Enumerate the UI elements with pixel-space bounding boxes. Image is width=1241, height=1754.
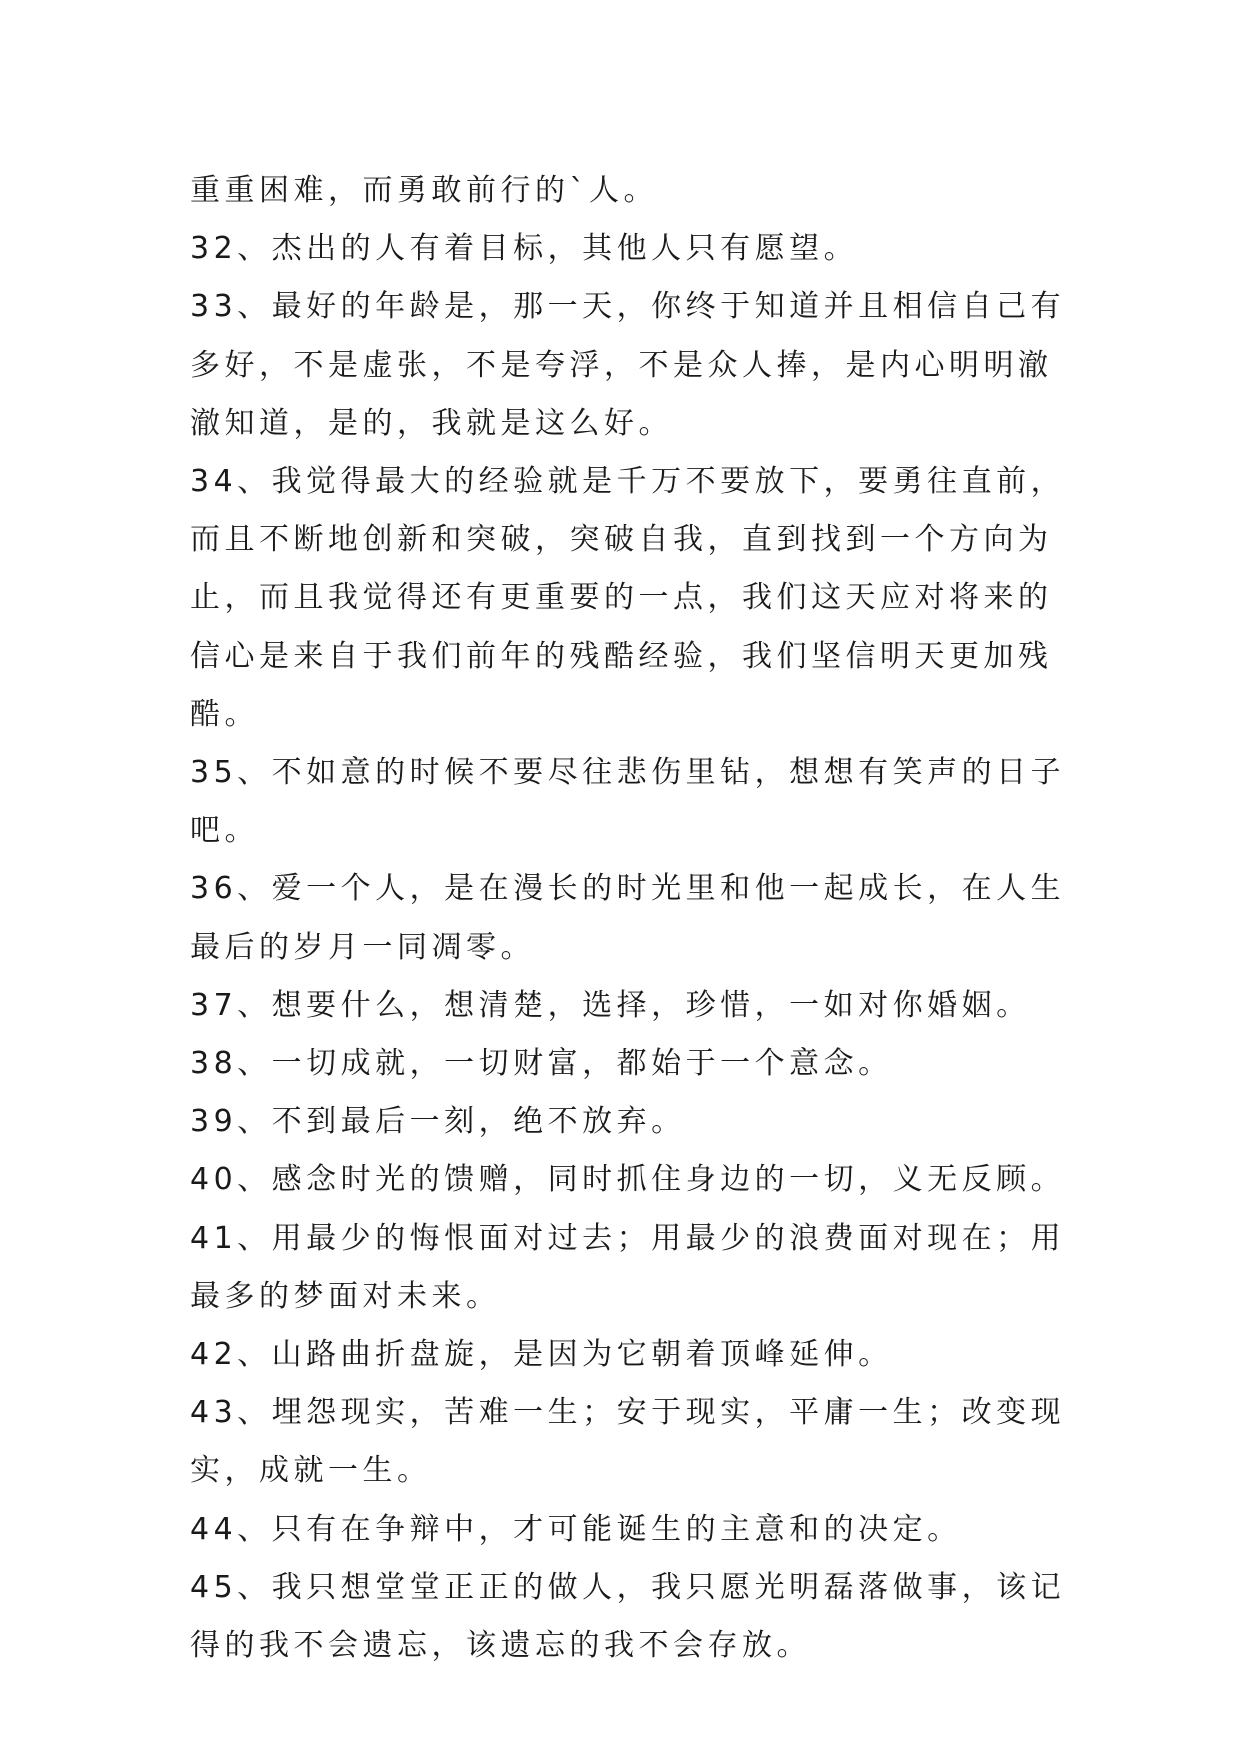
paragraph-41: 41、用最少的悔恨面对过去；用最少的浪费面对现在；用最多的梦面对未来。 [190,1220,1066,1314]
paragraph-42: 42、山路曲折盘旋，是因为它朝着顶峰延伸。 [190,1337,893,1373]
document-body [190,162,1070,1675]
paragraph-40: 40、感念时光的馈赠，同时抓住身边的一切，义无反顾。 [190,1162,1066,1198]
paragraph-32: 32、杰出的人有着目标，其他人只有愿望。 [190,231,859,267]
paragraph-39: 39、不到最后一刻，绝不放弃。 [190,1104,686,1140]
paragraph-45: 45、我只想堂堂正正的做人，我只愿光明磊落做事，该记得的我不会遗忘，该遗忘的我不会存放。 [190,1569,1066,1664]
paragraph-37: 37、想要什么，想清楚，选择，珍惜，一如对你婚姻。 [190,987,1031,1023]
paragraph-continuation: 重重困难，而勇敢前行的`人。 [190,173,658,208]
paragraph-38: 38、一切成就，一切财富，都始于一个意念。 [190,1046,893,1082]
paragraph-35: 35、不如意的时候不要尽往悲伤里钻，想想有笑声的日子吧。 [190,755,1066,849]
paragraph-34: 34、我觉得最大的经验就是千万不要放下，要勇往直前，而且不断地创新和突破，突破自我，直到找到一个方向为止，而且我觉得还有更重要的一点，我们这天应对将来的信心是来自于我们前年的残酷经验，我们坚信明天更加残酷。 [190,464,1066,732]
paragraph-36: 36、爱一个人，是在漫长的时光里和他一起成长，在人生最后的岁月一同凋零。 [190,871,1066,965]
paragraph-33: 33、最好的年龄是，那一天，你终于知道并且相信自己有多好，不是虚张，不是夸浮，不是众人捧，是内心明明澈澈知道，是的，我就是这么好。 [190,289,1066,441]
paragraph-43: 43、埋怨现实，苦难一生；安于现实，平庸一生；改变现实，成就一生。 [190,1395,1066,1489]
paragraph-44: 44、只有在争辩中，才可能诞生的主意和的决定。 [190,1511,962,1547]
